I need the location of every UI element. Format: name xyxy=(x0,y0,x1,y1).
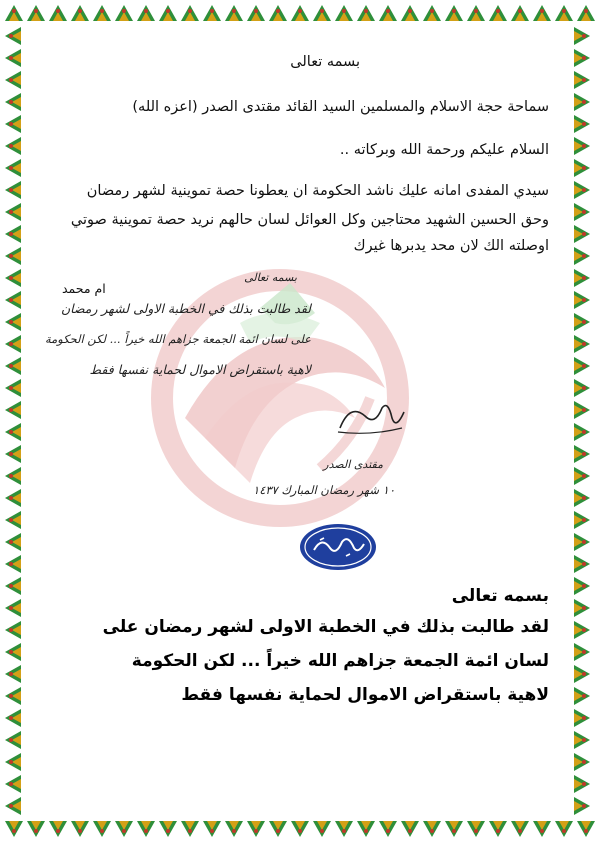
border-motif xyxy=(5,577,21,595)
border-motif xyxy=(5,401,21,419)
border-motif xyxy=(574,775,590,793)
border-motif xyxy=(574,665,590,683)
border-motif xyxy=(5,137,21,155)
border-motif xyxy=(574,225,590,243)
border-motif xyxy=(574,797,590,815)
border-motif xyxy=(574,621,590,639)
border-motif xyxy=(574,203,590,221)
border-motif xyxy=(5,27,21,45)
border-motif xyxy=(379,821,397,837)
seal-stamp xyxy=(298,522,378,572)
typed-reply-heading: بسمه تعالى xyxy=(451,586,549,606)
border-motif xyxy=(574,49,590,67)
border-motif xyxy=(5,423,21,441)
border-motif xyxy=(574,489,590,507)
border-motif xyxy=(574,709,590,727)
border-motif xyxy=(574,423,590,441)
border-motif xyxy=(574,643,590,661)
border-motif xyxy=(574,467,590,485)
border-motif xyxy=(181,821,199,837)
handwritten-basmala: بسمه تعالى xyxy=(244,271,297,284)
border-motif xyxy=(5,269,21,287)
decorative-border-top xyxy=(0,0,595,28)
border-motif xyxy=(574,731,590,749)
border-motif xyxy=(533,5,551,21)
border-motif xyxy=(137,5,155,21)
border-motif xyxy=(574,401,590,419)
border-motif xyxy=(269,821,287,837)
border-motif xyxy=(5,533,21,551)
border-motif xyxy=(574,71,590,89)
border-motif xyxy=(203,5,221,21)
border-motif xyxy=(203,821,221,837)
decorative-border-right xyxy=(567,0,595,842)
border-motif xyxy=(5,93,21,111)
border-motif xyxy=(511,5,529,21)
sender-name: ام محمد xyxy=(62,281,106,296)
border-motif xyxy=(5,621,21,639)
border-motif xyxy=(574,269,590,287)
basmala-heading: بسمه تعالى xyxy=(290,54,360,70)
border-motif xyxy=(5,511,21,529)
border-motif xyxy=(5,115,21,133)
border-motif xyxy=(335,821,353,837)
border-motif xyxy=(533,821,551,837)
typed-reply-line-3: لاهية باستقراض الاموال لحماية نفسها فقط xyxy=(181,685,549,705)
decorative-border-left xyxy=(0,0,28,842)
border-motif xyxy=(574,511,590,529)
border-motif xyxy=(5,71,21,89)
border-motif xyxy=(247,821,265,837)
handwritten-line-1: لقد طالبت بذلك في الخطبة الاولى لشهر رمضان xyxy=(60,301,311,316)
border-motif xyxy=(225,5,243,21)
body-line-2: وحق الحسين الشهيد محتاجين وكل العوائل لسان حالهم نريد حصة تموينية صوتي xyxy=(70,212,549,228)
border-motif xyxy=(5,357,21,375)
border-motif xyxy=(489,821,507,837)
border-motif xyxy=(5,49,21,67)
border-motif xyxy=(5,797,21,815)
border-motif xyxy=(71,5,89,21)
border-motif xyxy=(335,5,353,21)
border-motif xyxy=(5,687,21,705)
border-motif xyxy=(5,445,21,463)
border-motif xyxy=(5,225,21,243)
border-motif xyxy=(467,821,485,837)
border-motif xyxy=(574,181,590,199)
letter-page xyxy=(40,38,555,808)
border-motif xyxy=(574,357,590,375)
border-motif xyxy=(574,555,590,573)
border-motif xyxy=(5,731,21,749)
border-motif xyxy=(291,821,309,837)
border-motif xyxy=(574,577,590,595)
border-motif xyxy=(159,5,177,21)
handwritten-signature-name: مقتدى الصدر xyxy=(323,458,383,471)
border-motif xyxy=(574,291,590,309)
border-motif xyxy=(5,335,21,353)
border-motif xyxy=(5,599,21,617)
border-motif xyxy=(137,821,155,837)
border-motif xyxy=(5,247,21,265)
addressee-line: سماحة حجة الاسلام والمسلمين السيد القائد مقتدى الصدر (اعزه الله) xyxy=(132,99,549,115)
border-motif xyxy=(467,5,485,21)
border-motif xyxy=(574,247,590,265)
typed-reply-line-2: لسان ائمة الجمعة جزاهم الله خيراً ... لكن الحكومة xyxy=(131,651,549,671)
border-motif xyxy=(247,5,265,21)
border-motif xyxy=(574,379,590,397)
border-motif xyxy=(401,821,419,837)
border-motif xyxy=(181,5,199,21)
border-motif xyxy=(5,555,21,573)
border-motif xyxy=(27,5,45,21)
border-motif xyxy=(93,5,111,21)
border-motif xyxy=(574,335,590,353)
border-motif xyxy=(574,313,590,331)
border-motif xyxy=(71,821,89,837)
border-motif xyxy=(574,159,590,177)
border-motif xyxy=(225,821,243,837)
border-motif xyxy=(93,821,111,837)
border-motif xyxy=(574,115,590,133)
handwritten-line-3: لاهية باستقراض الاموال لحماية نفسها فقط xyxy=(89,362,311,377)
border-motif xyxy=(313,5,331,21)
typed-reply-line-1: لقد طالبت بذلك في الخطبة الاولى لشهر رمضان على xyxy=(102,617,549,637)
border-motif xyxy=(574,533,590,551)
border-motif xyxy=(574,137,590,155)
border-motif xyxy=(511,821,529,837)
border-motif xyxy=(5,291,21,309)
border-motif xyxy=(379,5,397,21)
border-motif xyxy=(401,5,419,21)
border-motif xyxy=(27,821,45,837)
border-motif xyxy=(445,5,463,21)
decorative-border-bottom xyxy=(0,814,595,842)
border-motif xyxy=(574,445,590,463)
border-motif xyxy=(5,379,21,397)
greeting-line: السلام عليكم ورحمة الله وبركاته .. xyxy=(339,142,549,158)
border-motif xyxy=(357,5,375,21)
body-line-3: اوصلته الك لان محد يدبرها غيرك xyxy=(353,238,549,254)
border-motif xyxy=(574,687,590,705)
border-motif xyxy=(159,821,177,837)
border-motif xyxy=(5,643,21,661)
border-motif xyxy=(574,27,590,45)
border-motif xyxy=(445,821,463,837)
border-motif xyxy=(5,709,21,727)
border-motif xyxy=(489,5,507,21)
handwritten-date: ١٠ شهر رمضان المبارك ١٤٣٧ xyxy=(253,483,395,497)
border-motif xyxy=(269,5,287,21)
handwritten-line-2: على لسان ائمة الجمعة جزاهم الله خيراً ... لكن الحكومة xyxy=(44,332,311,346)
border-motif xyxy=(5,181,21,199)
border-motif xyxy=(5,159,21,177)
border-motif xyxy=(357,821,375,837)
border-motif xyxy=(115,821,133,837)
handwritten-signature xyxy=(330,398,410,438)
border-motif xyxy=(313,821,331,837)
border-motif xyxy=(5,313,21,331)
border-motif xyxy=(423,821,441,837)
border-motif xyxy=(5,489,21,507)
border-motif xyxy=(5,753,21,771)
border-motif xyxy=(5,203,21,221)
body-line-1: سيدي المفدى امانه عليك ناشد الحكومة ان يعطونا حصة تموينية لشهر رمضان xyxy=(86,183,549,199)
border-motif xyxy=(115,5,133,21)
border-motif xyxy=(423,5,441,21)
border-motif xyxy=(5,665,21,683)
border-motif xyxy=(5,467,21,485)
border-motif xyxy=(49,821,67,837)
border-motif xyxy=(291,5,309,21)
border-motif xyxy=(5,775,21,793)
border-motif xyxy=(574,753,590,771)
border-motif xyxy=(49,5,67,21)
border-motif xyxy=(574,599,590,617)
border-motif xyxy=(574,93,590,111)
